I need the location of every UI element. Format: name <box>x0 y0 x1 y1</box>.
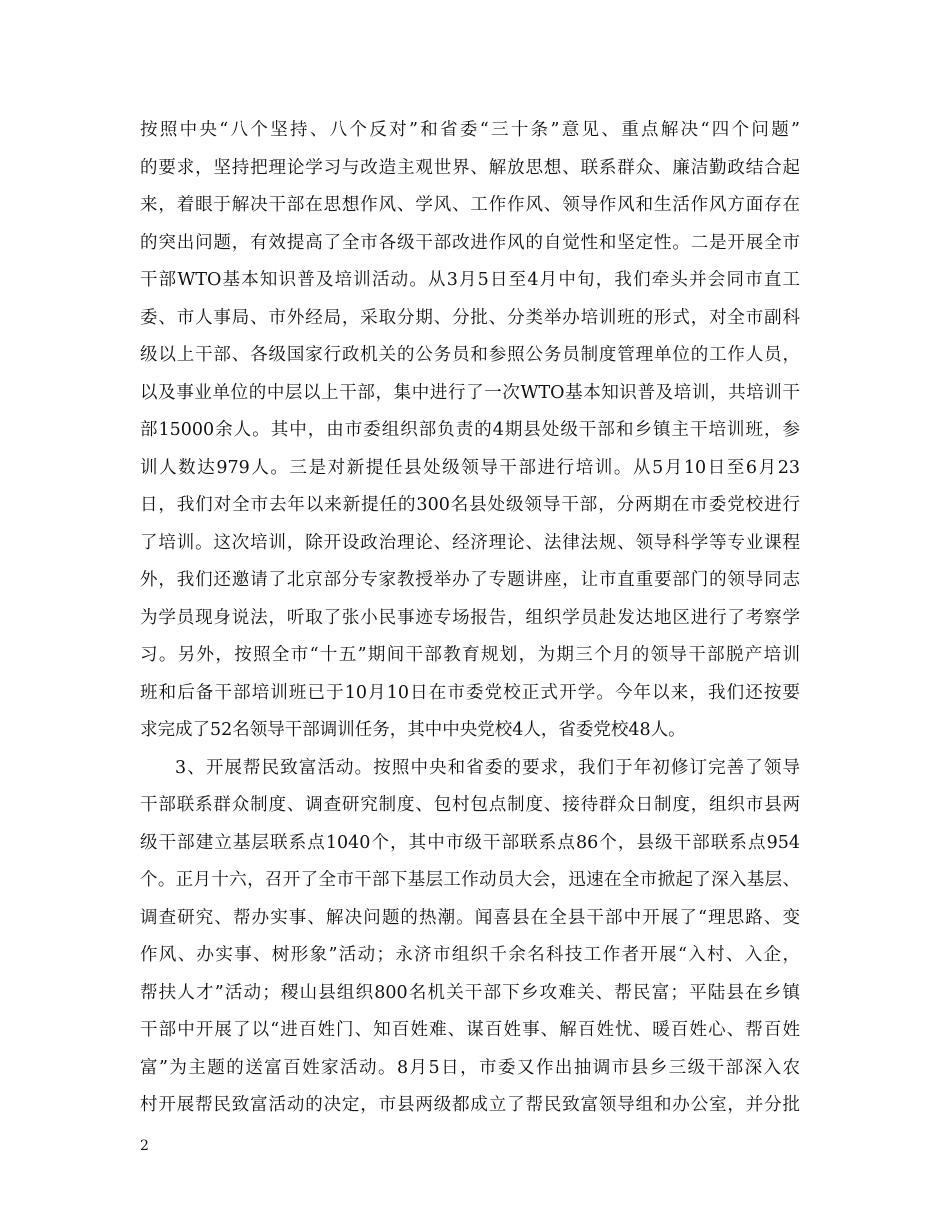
text-line: 习。另外，按照全市“十五”期间干部教育规划，为期三个月的领导干部脱产培训 <box>140 645 800 665</box>
text-line: 部15000余人。其中，由市委组织部负责的4期县处级干部和乡镇主干培训班，参 <box>140 420 800 440</box>
text-line: 班和后备干部培训班已于10月10日在市委党校正式开学。今年以来，我们还按要 <box>140 682 800 703</box>
text-line: 的要求，坚持把理论学习与改造主观世界、解放思想、联系群众、廉洁勤政结合起 <box>140 157 800 178</box>
page-number: 2 <box>140 1138 149 1154</box>
text-line: 干部WTO基本知识普及培训活动。从3月5日至4月中旬，我们牵头并会同市直工 <box>140 270 800 290</box>
text-line: 外，我们还邀请了北京部分专家教授举办了专题讲座，让市直重要部门的领导同志 <box>140 570 800 590</box>
text-line: 调查研究、帮办实事、解决问题的热潮。闻喜县在全县干部中开展了“理思路、变 <box>140 907 800 928</box>
text-line: 来，着眼于解决干部在思想作风、学风、工作作风、领导作风和生活作风方面存在 <box>140 195 800 215</box>
text-line: 日，我们对全市去年以来新提任的300名县处级领导干部，分两期在市委党校进行 <box>140 495 800 515</box>
text-line: 级以上干部、各级国家行政机关的公务员和参照公务员制度管理单位的工作人员， <box>140 345 800 365</box>
text-line: 委、市人事局、市外经局，采取分期、分批、分类举办培训班的形式，对全市副科 <box>140 307 800 328</box>
text-line: 级干部建立基层联系点1040个，其中市级干部联系点86个，县级干部联系点954 <box>140 832 800 853</box>
text-line: 帮扶人才”活动；稷山县组织800名机关干部下乡攻难关、帮民富；平陆县在乡镇 <box>140 982 800 1003</box>
text-line: 村开展帮民致富活动的决定，市县两级都成立了帮民致富领导组和办公室，并分批 <box>140 1095 800 1115</box>
text-line: 训人数达979人。三是对新提任县处级领导干部进行培训。从5月10日至6月23 <box>140 457 800 478</box>
text-line: 的突出问题，有效提高了全市各级干部改进作风的自觉性和坚定性。二是开展全市 <box>140 232 800 253</box>
text-line: 干部中开展了以“进百姓门、知百姓难、谋百姓事、解百姓忧、暖百姓心、帮百姓 <box>140 1020 800 1040</box>
text-line: 3、开展帮民致富活动。按照中央和省委的要求，我们于年初修订完善了领导 <box>175 757 800 778</box>
text-line: 干部联系群众制度、调查研究制度、包村包点制度、接待群众日制度，组织市县两 <box>140 795 800 815</box>
text-line: 富”为主题的送富百姓家活动。8月5日，市委又作出抽调市县乡三级干部深入农 <box>140 1057 800 1078</box>
text-line: 求完成了52名领导干部调训任务，其中中央党校4人，省委党校48人。 <box>140 720 686 740</box>
body-text <box>140 112 800 1125</box>
text-line: 了培训。这次培训，除开设政治理论、经济理论、法律法规、领导科学等专业课程 <box>140 532 800 553</box>
text-line: 作风、办实事、树形象”活动；永济市组织千余名科技工作者开展“入村、入企， <box>140 945 800 965</box>
text-line: 为学员现身说法，听取了张小民事迹专场报告，组织学员赴发达地区进行了考察学 <box>140 607 800 628</box>
text-line: 以及事业单位的中层以上干部，集中进行了一次WTO基本知识普及培训，共培训干 <box>140 382 800 403</box>
text-line: 个。正月十六，召开了全市干部下基层工作动员大会，迅速在全市掀起了深入基层、 <box>140 870 800 890</box>
text-line: 按照中央“八个坚持、八个反对”和省委“三十条”意见、重点解决“四个问题” <box>140 120 800 140</box>
